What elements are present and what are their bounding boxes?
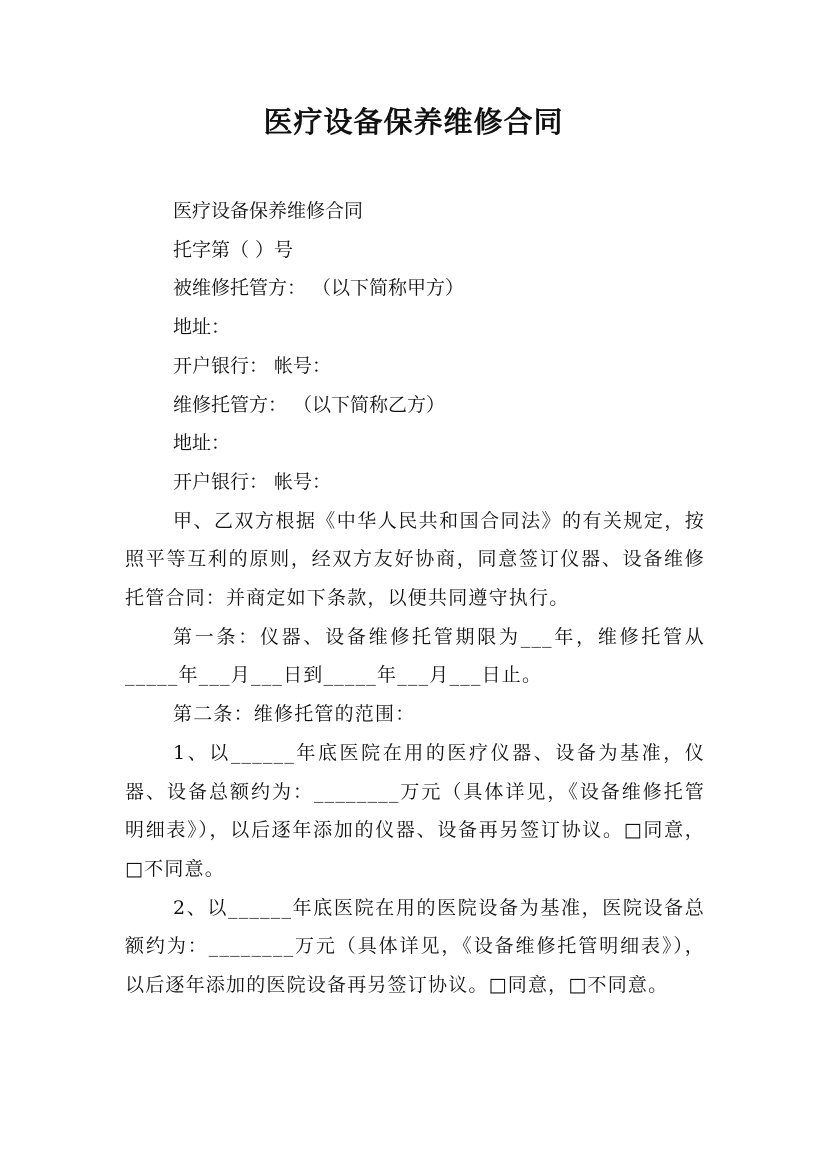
- document-body: [125, 192, 705, 1005]
- paragraph-clause-2: 2、以______年底医院在用的医院设备为基准，医院设备总额约为：________万元（具体详见，《设备维修托管明细表》），以后逐年添加的医院设备再另签订协议。□同意，□不同意。: [125, 896, 705, 997]
- header-line-party-b: 维修托管方： （以下简称乙方）: [173, 393, 446, 416]
- header-line-party-a: 被维修托管方： （以下简称甲方）: [173, 277, 465, 300]
- paragraph-clause-1: 1、以______年底医院在用的医疗仪器、设备为基准，仪器、设备总额约为：________万元（具体详见，《设备维修托管明细表》），以后逐年添加的仪器、设备再另签订协议。□同意，□不同意。: [125, 741, 705, 880]
- header-line-party-a-bank: 开户银行： 帐号：: [173, 354, 332, 377]
- header-line-contract-name: 医疗设备保养维修合同: [173, 200, 364, 222]
- paragraph-article-1: 第一条：仪器、设备维修托管期限为___年，维修托管从_____年___月___日到_____年___月___日止。: [125, 625, 705, 687]
- header-line-party-b-address: 地址：: [173, 432, 231, 455]
- document-title: 医疗设备保养维修合同: [263, 105, 564, 139]
- paragraph-article-2: 第二条：维修托管的范围：: [173, 703, 416, 726]
- header-line-party-a-address: 地址：: [173, 316, 231, 339]
- paragraph-preamble: 甲、乙双方根据《中华人民共和国合同法》的有关规定，按照平等互利的原则，经双方友好协商，同意签订仪器、设备维修托管合同：并商定如下条款，以便共同遵守执行。: [125, 509, 705, 610]
- header-line-contract-number: 托字第（ ）号: [173, 238, 294, 261]
- header-line-party-b-bank: 开户银行： 帐号：: [173, 470, 332, 493]
